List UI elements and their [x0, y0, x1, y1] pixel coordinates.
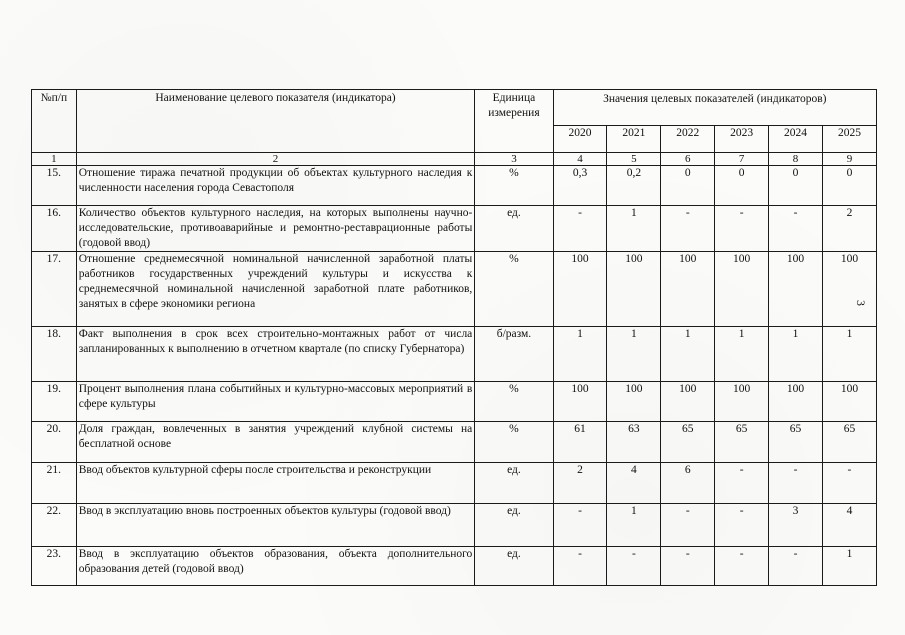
row-unit: ед. [475, 504, 553, 547]
indicators-table [31, 89, 877, 586]
header-name: Наименование целевого показателя (индикатора) [76, 90, 475, 153]
row-value: 65 [769, 422, 823, 463]
header-year: 2025 [822, 126, 876, 153]
table-row [32, 327, 877, 382]
header-values: Значения целевых показателей (индикаторов) [553, 90, 876, 126]
row-value: 100 [661, 252, 715, 327]
row-value: 100 [822, 382, 876, 422]
row-num: 20. [32, 422, 77, 463]
row-value: 6 [661, 463, 715, 504]
table-row [32, 504, 877, 547]
page-number: 3 [854, 300, 868, 306]
header-unit: Единица измерения [475, 90, 553, 153]
row-num: 21. [32, 463, 77, 504]
row-value: 3 [769, 504, 823, 547]
index-cell: 4 [553, 153, 607, 166]
row-value: - [553, 504, 607, 547]
row-unit: % [475, 382, 553, 422]
row-value: 65 [822, 422, 876, 463]
row-value: 1 [607, 327, 661, 382]
row-num: 18. [32, 327, 77, 382]
header-year: 2024 [769, 126, 823, 153]
row-value: - [769, 547, 823, 586]
row-value: - [769, 463, 823, 504]
header-year: 2021 [607, 126, 661, 153]
row-value: 100 [553, 382, 607, 422]
row-num: 17. [32, 252, 77, 327]
row-num: 22. [32, 504, 77, 547]
index-row [32, 153, 877, 166]
row-value: 100 [769, 252, 823, 327]
row-name: Процент выполнения плана событийных и культурно-массовых мероприятий в сфере культуры [76, 382, 475, 422]
row-value: - [769, 206, 823, 252]
table-row [32, 463, 877, 504]
row-value: 0 [661, 166, 715, 206]
row-value: - [661, 547, 715, 586]
header-year: 2022 [661, 126, 715, 153]
table-row [32, 382, 877, 422]
row-unit: б/разм. [475, 327, 553, 382]
row-num: 19. [32, 382, 77, 422]
index-cell: 9 [822, 153, 876, 166]
row-value: 4 [607, 463, 661, 504]
row-value: 100 [607, 252, 661, 327]
row-value: 100 [607, 382, 661, 422]
row-value: 100 [553, 252, 607, 327]
row-value: - [715, 206, 769, 252]
table-row [32, 166, 877, 206]
row-value: 65 [661, 422, 715, 463]
row-value: 1 [822, 327, 876, 382]
row-value: - [661, 206, 715, 252]
row-value: - [715, 463, 769, 504]
row-value: - [553, 206, 607, 252]
row-value: 0 [822, 166, 876, 206]
row-value: 1 [607, 504, 661, 547]
row-value: 100 [715, 252, 769, 327]
row-unit: ед. [475, 547, 553, 586]
index-cell: 5 [607, 153, 661, 166]
row-num: 23. [32, 547, 77, 586]
index-cell: 3 [475, 153, 553, 166]
table-row [32, 422, 877, 463]
row-value: - [715, 504, 769, 547]
table-row [32, 547, 877, 586]
row-value: 100 [769, 382, 823, 422]
row-value: 4 [822, 504, 876, 547]
index-cell: 1 [32, 153, 77, 166]
row-num: 16. [32, 206, 77, 252]
row-value: 65 [715, 422, 769, 463]
row-value: 1 [661, 327, 715, 382]
row-name: Ввод объектов культурной сферы после строительства и реконструкции [76, 463, 475, 504]
row-name: Факт выполнения в срок всех строительно-монтажных работ от числа запланированных к выполнению в отчетном квартале (по списку Губернатора) [76, 327, 475, 382]
row-name: Ввод в эксплуатацию объектов образования, объекта дополнительного образования детей (годовой ввод) [76, 547, 475, 586]
row-value: 1 [769, 327, 823, 382]
header-num: №п/п [32, 90, 77, 153]
row-value: 1 [607, 206, 661, 252]
row-unit: % [475, 422, 553, 463]
row-value: 100 [661, 382, 715, 422]
row-name: Отношение среднемесячной номинальной начисленной заработной платы работников государственных учреждений культуры и искусства к среднемесячной номинальной начисленной заработной плате работников, занятых в сфере экономики региона [76, 252, 475, 327]
row-value: - [607, 547, 661, 586]
row-value: 0 [769, 166, 823, 206]
row-value: - [715, 547, 769, 586]
index-cell: 7 [715, 153, 769, 166]
row-unit: ед. [475, 463, 553, 504]
row-value: 0,3 [553, 166, 607, 206]
header-year: 2020 [553, 126, 607, 153]
row-unit: % [475, 166, 553, 206]
index-cell: 2 [76, 153, 475, 166]
row-name: Отношение тиража печатной продукции об объектах культурного наследия к численности населения города Севастополя [76, 166, 475, 206]
row-value: 1 [553, 327, 607, 382]
row-value: 1 [822, 547, 876, 586]
row-value: 2 [553, 463, 607, 504]
row-name: Количество объектов культурного наследия, на которых выполнены научно-исследовательские, противоаварийные и ремонтно-реставрационные работы (годовой ввод) [76, 206, 475, 252]
row-value: 0 [715, 166, 769, 206]
row-value: 63 [607, 422, 661, 463]
row-value: 61 [553, 422, 607, 463]
row-value: 0,2 [607, 166, 661, 206]
row-value: 1 [715, 327, 769, 382]
row-num: 15. [32, 166, 77, 206]
row-value: - [822, 463, 876, 504]
header-year: 2023 [715, 126, 769, 153]
index-cell: 8 [769, 153, 823, 166]
row-name: Доля граждан, вовлеченных в занятия учреждений клубной системы на бесплатной основе [76, 422, 475, 463]
row-value: 2 [822, 206, 876, 252]
table-row [32, 206, 877, 252]
row-name: Ввод в эксплуатацию вновь построенных объектов культуры (годовой ввод) [76, 504, 475, 547]
row-value: - [661, 504, 715, 547]
row-value: 100 [715, 382, 769, 422]
row-value: 100 [822, 252, 876, 327]
row-unit: ед. [475, 206, 553, 252]
row-value: - [553, 547, 607, 586]
row-unit: % [475, 252, 553, 327]
index-cell: 6 [661, 153, 715, 166]
table-row [32, 252, 877, 327]
